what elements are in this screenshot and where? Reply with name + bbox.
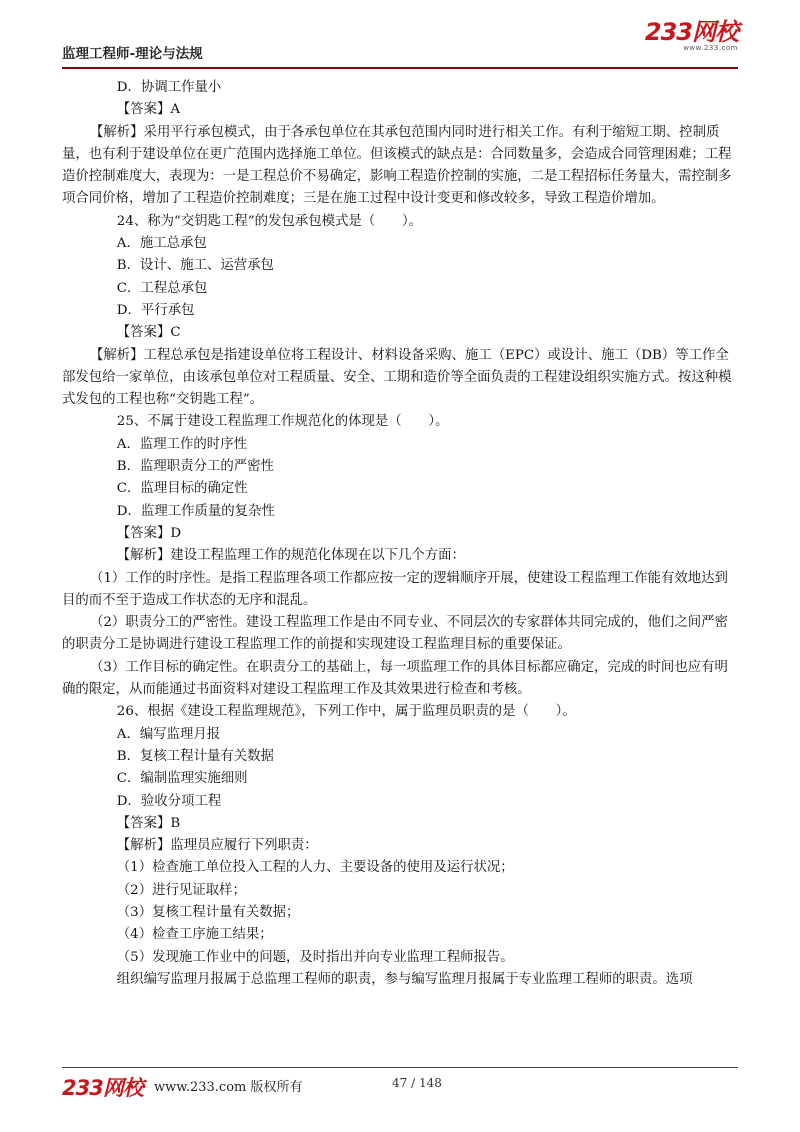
copyright-text: www.233.com 版权所有: [154, 1080, 303, 1095]
text-line: C．编制监理实施细则: [116, 771, 248, 787]
logo-url: www.233.com: [683, 44, 738, 52]
text-line: 【答案】D: [116, 525, 182, 541]
text-line: D．验收分项工程: [116, 793, 222, 809]
text-line: （5）发现施工作业中的问题，及时指出并向专业监理工程师报告。: [116, 949, 514, 965]
text-line: B．监理职责分工的严密性: [116, 459, 274, 475]
page-number: 47 / 148: [392, 1076, 442, 1090]
document-body: [62, 77, 738, 991]
text-line: D．平行承包: [116, 302, 195, 318]
text-line: A．编写监理月报: [116, 726, 221, 742]
text-line: B．复核工程计量有关数据: [116, 748, 274, 764]
text-line: 【解析】工程总承包是指建设单位将工程设计、材料设备采购、施工（EPC）或设计、施工（DB）等工作全部发包给一家单位，由该承包单位对工程质量、安全、工期和造价等全面负责的工程建设组织实施方式。按这种模式发包的工程也称“交钥匙工程”。: [62, 347, 732, 408]
text-line: 【解析】采用平行承包模式，由于各承包单位在其承包范围内同时进行相关工作。有利于缩短工期、控制质量，也有利于建设单位在更广范围内选择施工单位。但该模式的缺点是：合同数量多，会造成合同管理困难；工程造价控制难度大，表现为：一是工程总价不易确定，影响工程造价控制的实施，二是工程招标任务量大，需控制多项合同价格，增加了工程造价控制难度；三是在施工过程中设计变更和修改较多，导致工程造价增加。: [62, 124, 732, 207]
text-line: D．监理工作质量的复杂性: [116, 503, 275, 519]
text-line: 【答案】B: [116, 815, 181, 831]
text-line: D．协调工作量小: [116, 80, 222, 95]
text-line: （3）复核工程计量有关数据；: [116, 904, 300, 920]
brand-logo: [645, 20, 738, 52]
text-line: （3）工作目标的确定性。在职责分工的基础上，每一项监理工作的具体目标都应确定，完成的时间也应有明确的限定，从而能通过书面资料对建设工程监理工作及其效果进行检查和考核。: [62, 659, 728, 698]
text-line: （1）工作的时序性。是指工程监理各项工作都应按一定的逻辑顺序开展，使建设工程监理工作能有效地达到目的而不至于造成工作状态的无序和混乱。: [62, 570, 728, 608]
text-line: （4）检查工序施工结果；: [116, 927, 273, 943]
footer-logo: 233网校: [62, 1076, 143, 1100]
text-line: C．监理目标的确定性: [116, 481, 248, 497]
text-line: A．施工总承包: [116, 236, 207, 252]
text-line: （2）进行见证取样；: [116, 882, 246, 898]
document-title: 监理工程师-理论与法规: [62, 46, 203, 62]
text-line: 24、称为“交钥匙工程”的发包承包模式是（ ）。: [116, 213, 423, 229]
text-line: 26、根据《建设工程监理规范》，下列工作中，属于监理员职责的是（ ）。: [116, 704, 576, 720]
text-line: 【答案】C: [116, 325, 181, 341]
text-line: 【解析】建设工程监理工作的规范化体现在以下几个方面：: [116, 548, 465, 564]
footer-divider: [62, 1067, 738, 1068]
logo-wordmark: 233网校: [644, 18, 738, 46]
page-footer: [62, 1072, 738, 1100]
text-line: B．设计、施工、运营承包: [116, 258, 274, 274]
text-line: （1）检查施工单位投入工程的人力、主要设备的使用及运行状况；: [116, 860, 514, 876]
page-header: [62, 18, 738, 66]
text-line: 【解析】监理员应履行下列职责：: [116, 838, 318, 854]
text-line: A．监理工作的时序性: [116, 436, 247, 452]
text-line: 25、不属于建设工程监理工作规范化的体现是（ ）。: [116, 414, 449, 430]
header-divider: [62, 67, 738, 69]
text-line: （2）职责分工的严密性。建设工程监理工作是由不同专业、不同层次的专家群体共同完成的，他们之间严密的职责分工是协调进行建设工程监理工作的前提和实现建设工程监理目标的重要保证。: [62, 615, 728, 653]
text-line: C．工程总承包: [116, 280, 208, 296]
text-line: 组织编写监理月报属于总监理工程师的职责，参与编写监理月报属于专业监理工程师的职责。选项: [116, 971, 693, 987]
text-line: 【答案】A: [116, 102, 181, 118]
